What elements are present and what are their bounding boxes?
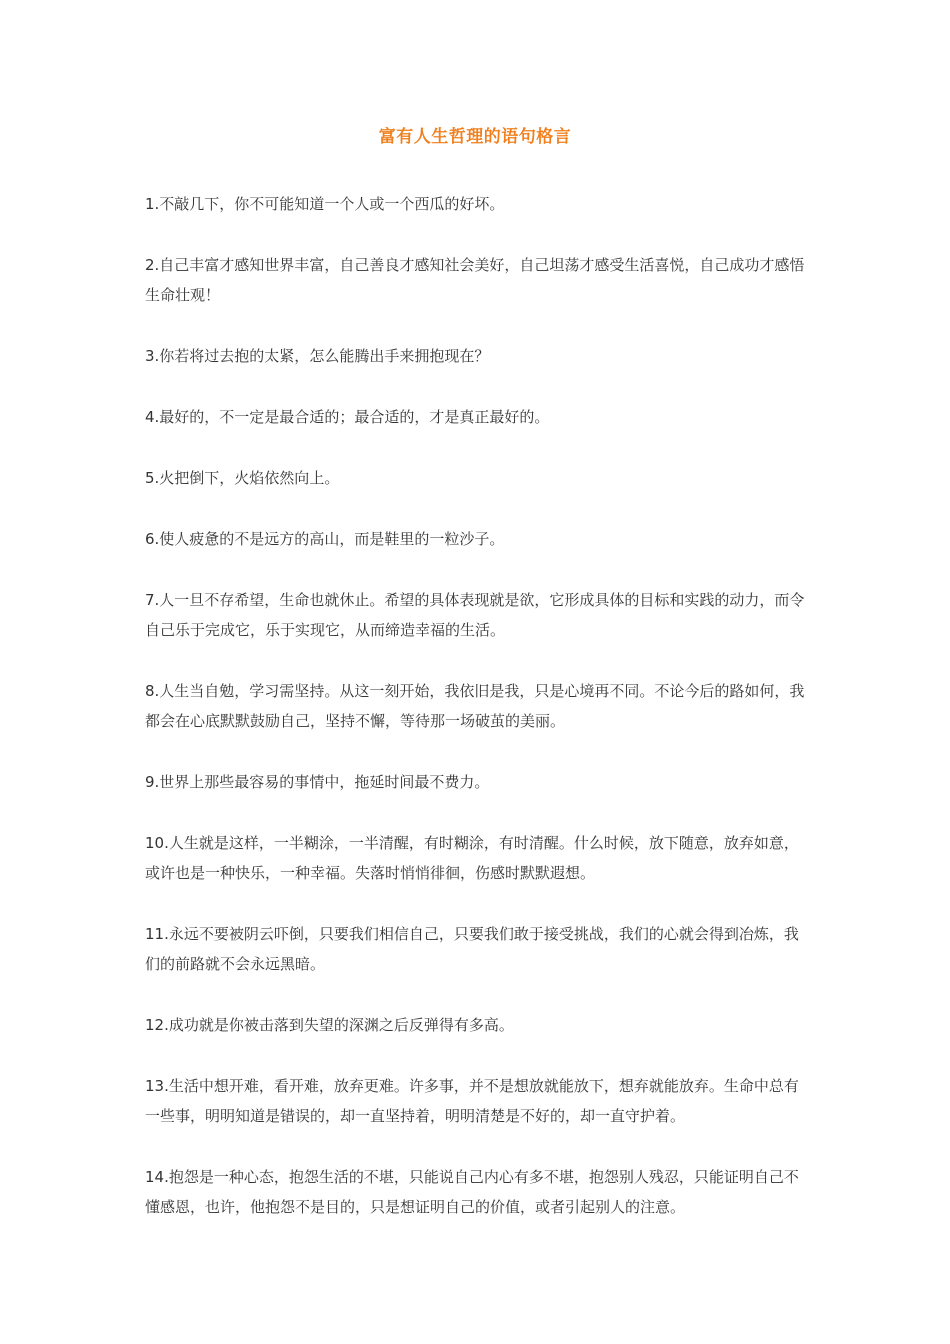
- quote-item-13: 13.生活中想开难，看开难，放弃更难。许多事，并不是想放就能放下，想弃就能放弃。生命中总有一些事，明明知道是错误的，却一直坚持着，明明清楚是不好的，却一直守护着。: [145, 1077, 799, 1125]
- quote-list: [145, 189, 807, 1253]
- quote-item-8: 8.人生当自勉，学习需坚持。从这一刻开始，我依旧是我，只是心境再不同。不论今后的路如何，我都会在心底默默鼓励自己，坚持不懈，等待那一场破茧的美丽。: [145, 682, 805, 730]
- quote-item-14: 14.抱怨是一种心态，抱怨生活的不堪，只能说自己内心有多不堪，抱怨别人残忍，只能证明自己不懂感恩，也许，他抱怨不是目的，只是想证明自己的价值，或者引起别人的注意。: [145, 1168, 799, 1216]
- quote-item-9: 9.世界上那些最容易的事情中，拖延时间最不费力。: [145, 773, 490, 791]
- page-title: 富有人生哲理的语句格言: [378, 127, 572, 147]
- quote-item-7: 7.人一旦不存希望，生命也就休止。希望的具体表现就是欲，它形成具体的目标和实践的动力，而令自己乐于完成它，乐于实现它，从而缔造幸福的生活。: [145, 591, 805, 639]
- quote-item-12: 12.成功就是你被击落到失望的深渊之后反弹得有多高。: [145, 1016, 514, 1034]
- quote-item-3: 3.你若将过去抱的太紧，怎么能腾出手来拥抱现在？: [145, 347, 490, 365]
- quote-item-10: 10.人生就是这样，一半糊涂，一半清醒，有时糊涂，有时清醒。什么时候，放下随意，放弃如意，或许也是一种快乐，一种幸福。失落时悄悄徘徊，伤感时默默遐想。: [145, 834, 799, 882]
- quote-item-2: 2.自己丰富才感知世界丰富，自己善良才感知社会美好，自己坦荡才感受生活喜悦，自己成功才感悟生命壮观！: [145, 256, 805, 304]
- quote-item-11: 11.永远不要被阴云吓倒，只要我们相信自己，只要我们敢于接受挑战，我们的心就会得到冶炼，我们的前路就不会永远黑暗。: [145, 925, 799, 973]
- quote-item-1: 1.不敲几下，你不可能知道一个人或一个西瓜的好坏。: [145, 195, 505, 213]
- quote-item-5: 5.火把倒下，火焰依然向上。: [145, 469, 340, 487]
- quote-item-6: 6.使人疲惫的不是远方的高山，而是鞋里的一粒沙子。: [145, 530, 505, 548]
- quote-item-4: 4.最好的，不一定是最合适的；最合适的，才是真正最好的。: [145, 408, 550, 426]
